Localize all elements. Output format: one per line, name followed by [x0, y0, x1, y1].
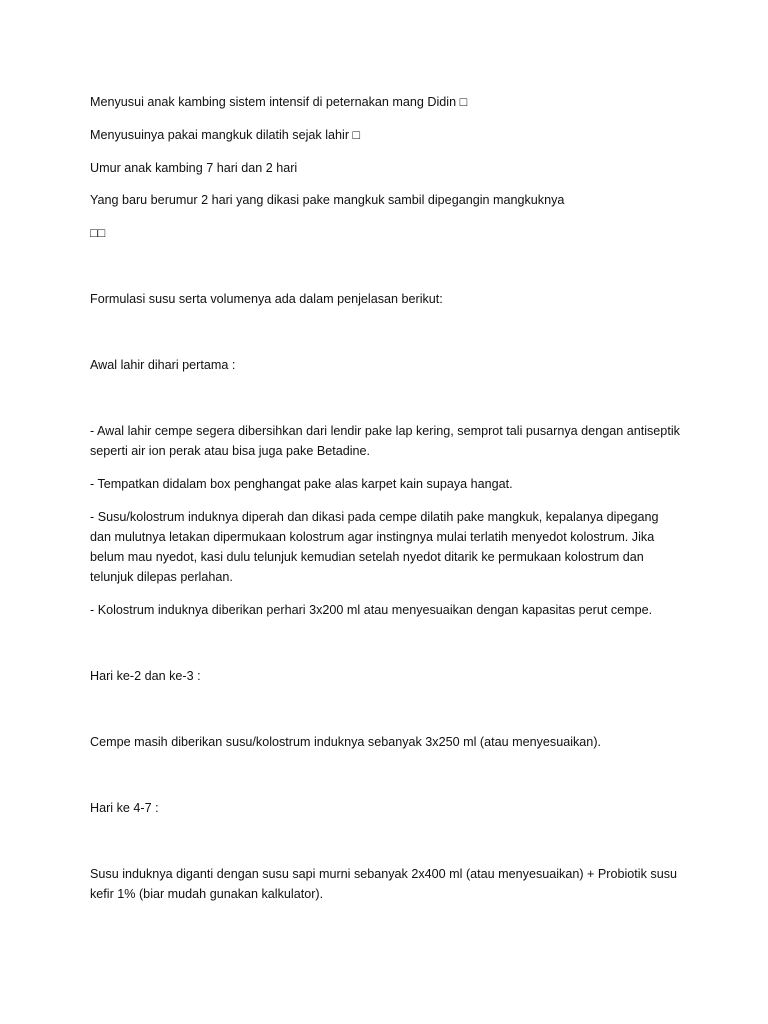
paragraph-kolostrum-perhari: - Kolostrum induknya diberikan perhari 3x200 ml atau menyesuaikan dengan kapasitas perut cempe. [90, 603, 653, 617]
paragraph-umur: Umur anak kambing 7 hari dan 2 hari [90, 161, 298, 175]
paragraph-intro-title: Menyusui anak kambing sistem intensif di peternakan mang Didin □ [90, 95, 468, 109]
paragraph-emoji: □□ [90, 226, 106, 240]
heading-hari-4-7: Hari ke 4-7 : [90, 801, 159, 815]
paragraph-box-penghangat: - Tempatkan didalam box penghangat pake alas karpet kain supaya hangat. [90, 477, 513, 491]
paragraph-baru-berumur: Yang baru berumur 2 hari yang dikasi pake mangkuk sambil dipegangin mangkuknya [90, 193, 565, 207]
paragraph-mangkuk: Menyusuinya pakai mangkuk dilatih sejak lahir □ [90, 128, 361, 142]
paragraph-formulasi: Formulasi susu serta volumenya ada dalam penjelasan berikut: [90, 292, 443, 306]
paragraph-hari-4-7: Susu induknya diganti dengan susu sapi murni sebanyak 2x400 ml (atau menyesuaikan) + Probiotik susu kefir 1% (biar mudah gunakan kalkulator). [90, 867, 678, 901]
heading-hari-2-3: Hari ke-2 dan ke-3 : [90, 669, 201, 683]
paragraph-bersihkan: - Awal lahir cempe segera dibersihkan dari lendir pake lap kering, semprot tali pusarnya dengan antiseptik seperti air ion perak atau bisa juga pake Betadine. [90, 424, 680, 458]
heading-hari-pertama: Awal lahir dihari pertama : [90, 358, 236, 372]
paragraph-hari-2-3: Cempe masih diberikan susu/kolostrum induknya sebanyak 3x250 ml (atau menyesuaikan). [90, 735, 602, 749]
paragraph-kolostrum-mangkuk: - Susu/kolostrum induknya diperah dan dikasi pada cempe dilatih pake mangkuk, kepalanya dipegang dan mulutnya letakan dipermukaan kolostrum agar instingnya mulai terlatih menyedot kolostrum. Jika belum mau nyedot, kasi dulu telunjuk kemudian setelah nyedot ditarik ke permukaan kolostrum dan telunjuk dilepas perlahan. [90, 510, 659, 584]
